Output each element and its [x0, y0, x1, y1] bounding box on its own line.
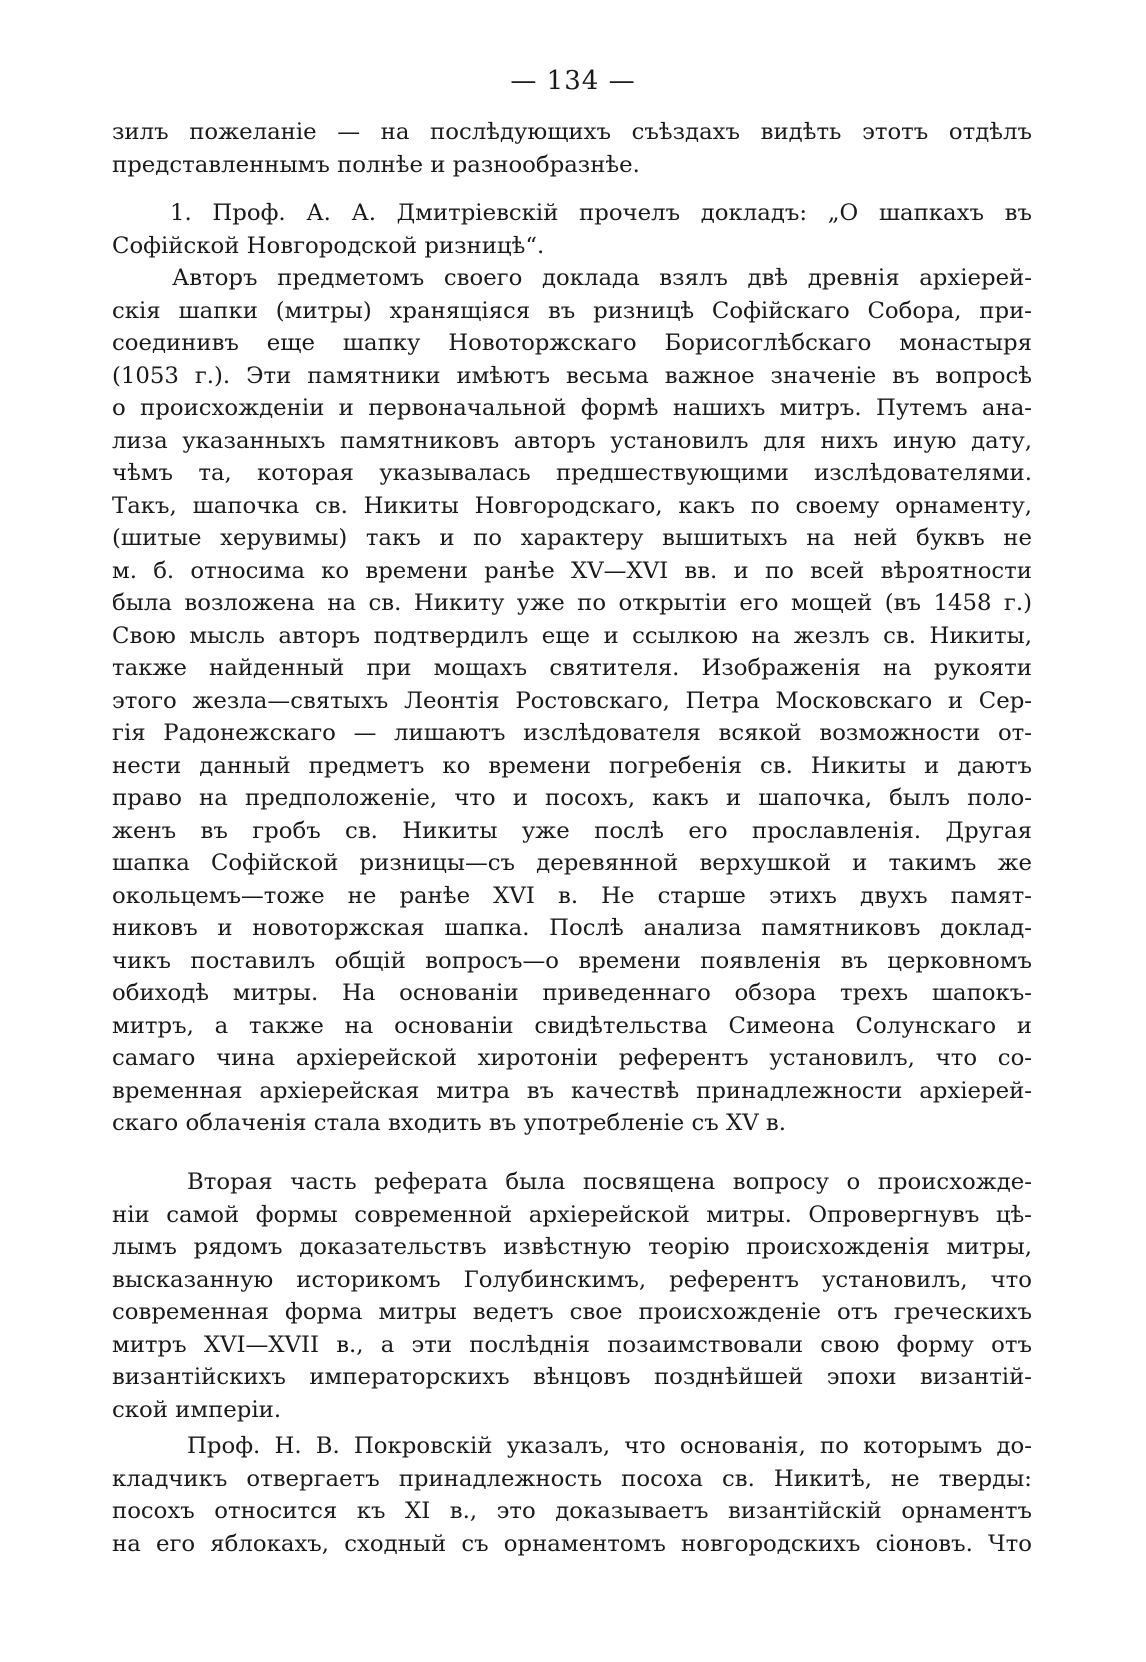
- text-line: чикъ поставилъ общій вопросъ—о времени появленія въ церковномъ: [112, 947, 1032, 974]
- text-line: митръ, а также на основаніи свидѣтельства Симеона Солунскаго и: [112, 1012, 1032, 1039]
- page-number: — 134 —: [510, 66, 636, 96]
- text-line: скія шапки (митры) хранящіяся въ ризницѣ Софійскаго Собора, при-: [112, 297, 1032, 324]
- text-line: (1053 г.). Эти памятники имѣютъ весьма важное значеніе въ вопросѣ: [112, 362, 1032, 389]
- text-line: (шитые херувимы) такъ и по характеру вышитыхъ на ней буквъ не: [112, 525, 1032, 551]
- text-line: соединивъ еще шапку Новоторжскаго Борисоглѣбскаго монастыря: [112, 330, 1032, 356]
- text-line: ніи самой формы современной архіерейской митры. Опровергнувъ цѣ-: [112, 1201, 1032, 1228]
- text-line: самаго чина архіерейской хиротоніи референтъ установилъ, что со-: [112, 1045, 1032, 1071]
- text-line: временная архіерейская митра въ качествѣ принадлежности архіерей-: [112, 1077, 1032, 1104]
- text-line: была возложена на св. Никиту уже по открытіи его мощей (въ 1458 г.): [112, 590, 1032, 616]
- text-line: зилъ пожеланіе — на послѣдующихъ съѣздахъ видѣть этотъ отдѣлъ: [112, 119, 1032, 145]
- text-line: Авторъ предметомъ своего доклада взялъ двѣ древнія архіерей-: [172, 265, 1032, 291]
- text-line: женъ въ гробъ св. Никиты уже послѣ его прославленія. Другая: [112, 817, 1032, 844]
- text-line: лиза указанныхъ памятниковъ авторъ установилъ для нихъ иную дату,: [112, 427, 1032, 454]
- text-line: лымъ рядомъ доказательствъ извѣстную теорію происхожденія митры,: [112, 1234, 1032, 1260]
- text-line: кладчикъ отвергаетъ принадлежность посоха св. Никитѣ, не тверды:: [112, 1465, 1032, 1492]
- text-line: также найденный при мощахъ святителя. Изображенія на рукояти: [112, 655, 1032, 681]
- text-line: о происхожденіи и первоначальной формѣ нашихъ митръ. Путемъ ана-: [112, 395, 1032, 421]
- text-line: этого жезла—святыхъ Леонтія Ростовскаго, Петра Московскаго и Сер-: [112, 687, 1032, 714]
- text-line: обиходѣ митры. На основаніи приведеннаго обзора трехъ шапокъ-: [112, 980, 1032, 1006]
- text-line: Софійской Новгородской ризницѣ“.: [112, 232, 545, 259]
- text-line: Свою мысль авторъ подтвердилъ еще и ссылкою на жезлъ св. Никиты,: [112, 622, 1032, 649]
- paragraph-continuation: [112, 116, 1032, 181]
- paragraph-report-title: [112, 197, 1032, 262]
- text-line: Проф. Н. В. Покровскій указалъ, что основанія, по которымъ до-: [187, 1433, 1032, 1459]
- text-line: посохъ относится къ XI в., это доказываетъ византійскій орнаментъ: [112, 1498, 1032, 1524]
- text-line: на его яблокахъ, сходный съ орнаментомъ новгородскихъ сіоновъ. Что: [112, 1530, 1032, 1557]
- text-line: чѣмъ та, которая указывалась предшествующими изслѣдователями.: [112, 460, 1032, 486]
- paragraph-pokrovsky: [112, 1430, 1032, 1560]
- text-line: Вторая часть реферата была посвящена вопросу о происхожде-: [187, 1169, 1032, 1195]
- text-line: гія Радонежскаго — лишаютъ изслѣдователя всякой возможности от-: [112, 720, 1032, 746]
- text-line: митръ XVI—XVII в., а эти послѣднія позаимствовали свою форму отъ: [112, 1331, 1032, 1358]
- text-line: право на предположеніе, что и посохъ, какъ и шапочка, былъ поло-: [112, 785, 1032, 811]
- text-line: высказанную историкомъ Голубинскимъ, референтъ установилъ, что: [112, 1266, 1032, 1293]
- paragraph-main-body: [112, 262, 1032, 1140]
- text-line: нести данный предметъ ко времени погребенія св. Никиты и даютъ: [112, 752, 1032, 779]
- text-line: никовъ и новоторжская шапка. Послѣ анализа памятниковъ доклад-: [112, 915, 1032, 941]
- text-line: Такъ, шапочка св. Никиты Новгородскаго, какъ по своему орнаменту,: [112, 492, 1032, 519]
- text-line: окольцемъ—тоже не ранѣе XVI в. Не старше этихъ двухъ памят-: [112, 882, 1032, 909]
- text-line: 1. Проф. А. А. Дмитріевскій прочелъ докладъ: „О шапкахъ въ: [170, 200, 1032, 226]
- paragraph-second-part: [112, 1166, 1032, 1426]
- text-line: ской имперіи.: [112, 1396, 282, 1423]
- text-line: византійскихъ императорскихъ вѣнцовъ позднѣйшей эпохи византій-: [112, 1364, 1032, 1390]
- text-line: скаго облаченія стала входить въ употребленіе съ XV в.: [112, 1110, 786, 1136]
- text-line: представленнымъ полнѣе и разнообразнѣе.: [112, 151, 640, 178]
- text-line: современная форма митры ведетъ свое происхожденіе отъ греческихъ: [112, 1299, 1032, 1325]
- text-line: м. б. относима ко времени ранѣе XV—XVI вв. и по всей вѣроятности: [112, 557, 1032, 584]
- text-line: шапка Софійской ризницы—съ деревянной верхушкой и такимъ же: [112, 850, 1032, 876]
